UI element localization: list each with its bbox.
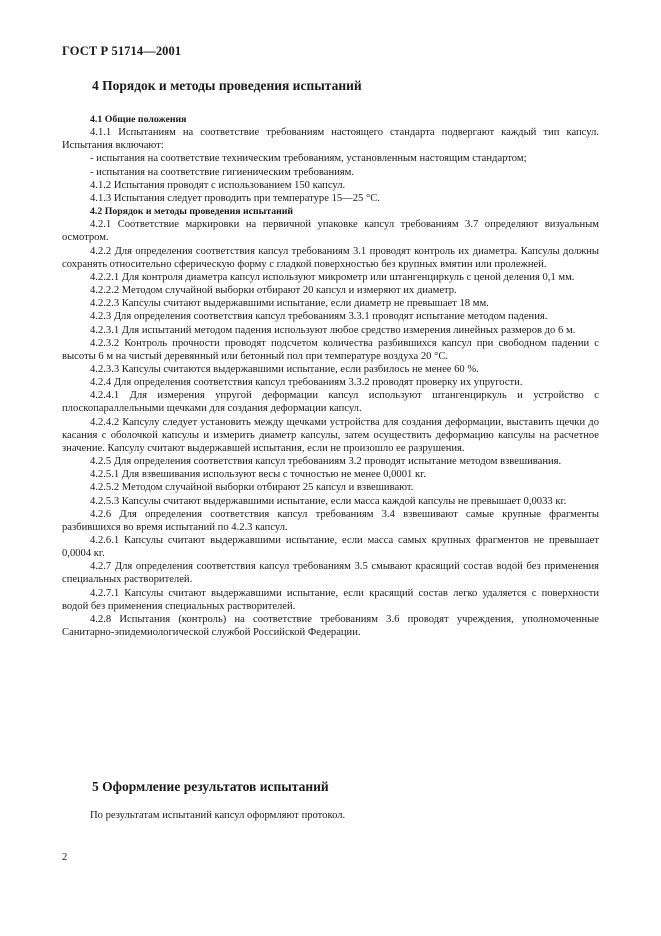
paragraph: 4.2.1 Соответствие маркировки на первичной упаковке капсул требованиям 3.7 определяют визуальным осмотром. [62,219,599,244]
paragraph: 4.2.4.1 Для измерения упругой деформации капсул используют штангенциркуль и устройство с плоскопараллельными щечками для создания деформации капсул. [62,390,599,415]
paragraph: 4.2.6 Для определения соответствия капсул требованиям 3.4 взвешивают самые крупные фрагменты разбившихся во время испытаний по 4.2.3 капсул. [62,508,599,533]
page-number: 2 [62,852,68,863]
section-5-text: По результатам испытаний капсул оформляют протокол. [90,810,346,821]
paragraph: 4.2.3 Для определения соответствия капсул требованиям 3.3.1 проводят испытание методом падения. [90,311,548,323]
paragraph: 4.2.6.1 Капсулы считают выдержавшими испытание, если масса самых крупных фрагментов не превышает 0,0004 кг. [62,535,599,560]
paragraph: 4.2.2.3 Капсулы считают выдержавшими испытание, если диаметр не превышает 18 мм. [90,298,489,310]
paragraph: 4.2.2.1 Для контроля диаметра капсул используют микрометр или штангенциркуль с ценой деления 0,1 мм. [90,271,575,283]
paragraph: 4.1.1 Испытаниям на соответствие требованиям настоящего стандарта подвергают каждый тип капсул. Испытания включают: [62,127,599,152]
paragraph: 4.2.5 Для определения соответствия капсул требованиям 3.2 проводят испытание методом взвешивания. [90,456,562,468]
paragraph: 4.2.3.1 Для испытаний методом падения используют любое средство измерения линейных размеров до 6 м. [90,324,576,336]
paragraph: 4.2.7 Для определения соответствия капсул требованиям 3.5 смывают красящий состав водой без применения специальных растворителей. [62,561,599,586]
paragraph: 4.2.4 Для определения соответствия капсул требованиям 3.3.2 проводят проверку их упругости. [90,377,523,389]
paragraph: - испытания на соответствие гигиеническим требованиям. [90,166,355,178]
section-4-title: 4 Порядок и методы проведения испытаний [92,78,362,93]
section-5-title: 5 Оформление результатов испытаний [92,779,329,794]
paragraph: 4.1.2 Испытания проводят с использованием 150 капсул. [90,179,346,191]
paragraph: 4.2.3.3 Капсулы считаются выдержавшими испытание, если разбилось не менее 60 %. [90,363,479,375]
paragraph: 4.2.7.1 Капсулы считают выдержавшими испытание, если красящий состав легко удаляется с поверхности водой без применения специальных растворителей. [62,587,599,612]
paragraph: 4.2.3.2 Контроль прочности проводят подсчетом количества разбившихся капсул при свободном падении с высоты 6 м на чистый деревянный или бетонный пол при температуре воздуха 20 °С. [62,337,599,362]
paragraph: 4.2.4.2 Капсулу следует установить между щечками устройства для создания деформации, выставить щечки до касания с оболочкой капсулы и измерить диаметр капсулы, затем осуществить деформацию капсулы на расчетное значение. Капсулу считают выдержавшей испытания, если не произошло ее разрушения. [62,416,599,454]
paragraph: 4.1.3 Испытания следует проводить при температуре 15—25 °С. [90,192,380,204]
paragraph: 4.2.5.2 Методом случайной выборки отбирают 25 капсул и взвешивают. [90,482,414,494]
paragraph: 4.2.2 Для определения соответствия капсул требованиям 3.1 проводят контроль их диаметра. Капсулы должны сохранять относительно сферическую форму с гладкой поверхностью без крупных вмятин или пролежней. [62,245,599,270]
paragraph: 4.2.5.1 Для взвешивания используют весы с точностью не менее 0,0001 кг. [90,469,426,481]
section-4-body [62,113,599,639]
paragraph: 4.2.8 Испытания (контроль) на соответствие требованиям 3.6 проводят учреждения, уполномоченные Санитарно-эпидемиологической службой Российской Федерации. [62,613,599,639]
paragraph: 4.2.2.2 Методом случайной выборки отбирают 20 капсул и измеряют их диаметр. [90,285,457,297]
subsection-4-2-title: 4.2 Порядок и методы проведения испытаний [90,206,294,218]
subsection-4-1-title: 4.1 Общие положения [90,114,187,125]
paragraph: 4.2.5.3 Капсулы считают выдержавшими испытание, если масса каждой капсулы не превышает 0,0033 кг. [90,495,567,507]
standard-header: ГОСТ Р 51714—2001 [62,44,182,58]
paragraph: - испытания на соответствие техническим требованиям, установленным настоящим стандартом; [90,153,527,165]
